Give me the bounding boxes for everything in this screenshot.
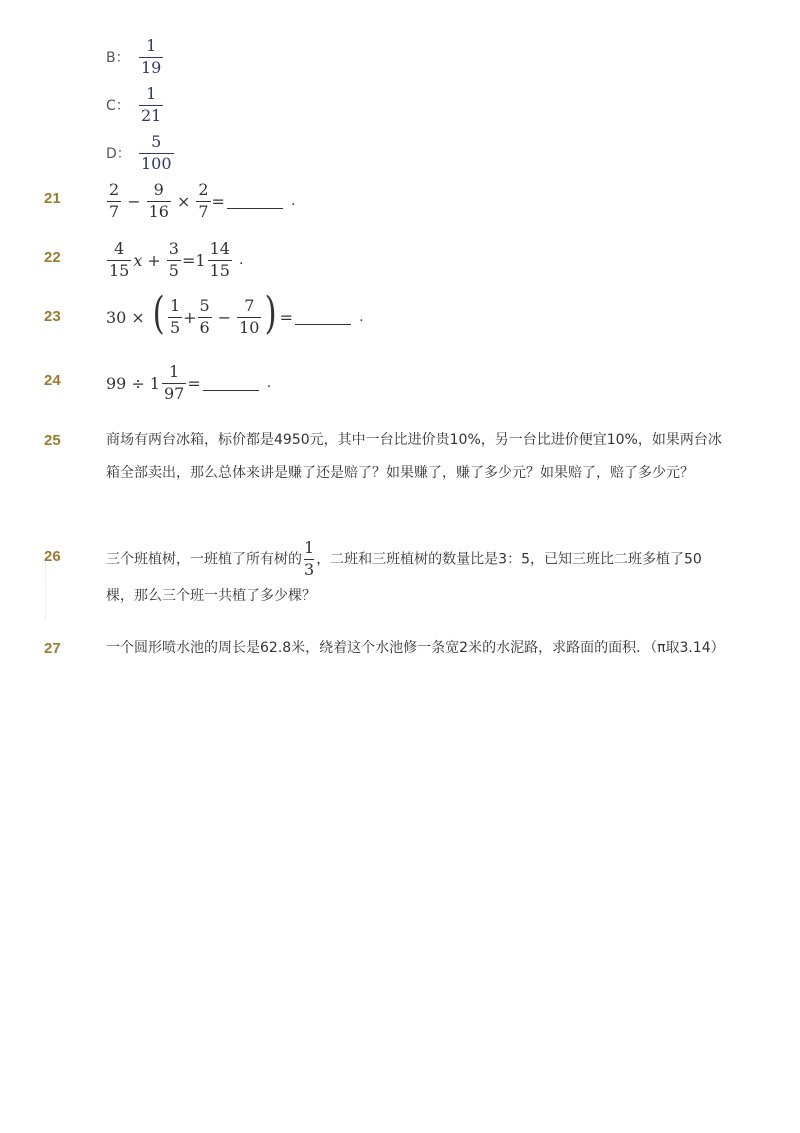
answer-blank[interactable] [203, 376, 259, 391]
minus-sign: − [127, 191, 141, 211]
option-label: B： [106, 50, 130, 67]
minus-sign: − [217, 307, 232, 327]
period: . [238, 251, 244, 269]
fraction: $\frac{7}{10}$ [239, 296, 260, 337]
question-24-expression [106, 364, 271, 403]
mixed-whole: 1 [149, 373, 160, 393]
answer-blank[interactable] [227, 194, 283, 209]
question-23-expression [106, 288, 364, 340]
question-number-23: 23 [44, 308, 61, 325]
option-label: D： [106, 146, 131, 163]
leading-number: 99 [106, 373, 127, 393]
option-d[interactable] [106, 134, 175, 173]
equals-sign: = [181, 250, 196, 270]
question-27-text: 一个圆形喷水池的周长是62.8米，绕着这个水池修一条宽2米的水泥路，求路面的面积．（π取3.14） [106, 640, 725, 656]
question-number-27: 27 [44, 640, 61, 657]
question-21-expression [106, 182, 295, 221]
fraction: $\frac{1}{5}$ [169, 296, 181, 337]
fraction: $\frac{1}{97}$ [163, 362, 185, 403]
plus-sign: + [183, 307, 197, 327]
option-fraction: $\frac{1}{19}$ [141, 36, 162, 77]
question-22-expression [106, 241, 243, 280]
divide-sign: ÷ [131, 373, 145, 393]
answer-blank[interactable] [295, 310, 351, 325]
fraction: $\frac{3}{5}$ [168, 239, 179, 280]
question-26-text [106, 540, 726, 613]
period: . [290, 192, 296, 210]
open-paren: ( [152, 288, 165, 340]
option-c[interactable] [106, 86, 164, 125]
question-number-21: 21 [44, 190, 61, 207]
question-number-26: 26 [44, 548, 61, 565]
option-fraction: $\frac{5}{100}$ [141, 132, 172, 173]
question-number-25: 25 [44, 432, 61, 449]
fraction: $\frac{1}{3}$ [304, 538, 315, 579]
leading-number: 30 [106, 307, 127, 327]
times-sign: × [176, 191, 191, 211]
text-segment: ，二班和三班植树的数量比是3：5，已知三班比二班多植了50棵，那么三个班一共植了多少棵？ [106, 551, 702, 604]
times-sign: × [131, 307, 145, 327]
fraction: $\frac{5}{6}$ [199, 296, 210, 337]
question-25-text: 商场有两台冰箱，标价都是4950元，其中一台比进价贵10%，另一台比进价便宜10%，如果两台冰箱全部卖出，那么总体来讲是赚了还是赔了？如果赚了，赚了多少元？如果赔了，赔了多少元？ [106, 432, 722, 481]
fraction: $\frac{2}{7}$ [109, 180, 120, 221]
close-paren: ) [265, 288, 278, 340]
variable-x: x [133, 250, 143, 270]
option-label: C： [106, 98, 130, 115]
mixed-whole: 1 [195, 250, 206, 270]
text-segment: 三个班植树，一班植了所有树的 [106, 551, 302, 568]
fraction: $\frac{2}{7}$ [198, 180, 209, 221]
fraction: $\frac{9}{16}$ [148, 180, 169, 221]
question-number-24: 24 [44, 372, 61, 389]
equals-sign: = [187, 373, 201, 393]
equals-sign: = [279, 307, 294, 327]
plus-sign: + [147, 250, 161, 270]
question-number-22: 22 [44, 249, 61, 266]
margin-rule [45, 560, 46, 620]
fraction: $\frac{14}{15}$ [209, 239, 230, 280]
equals-sign: = [211, 191, 225, 211]
period: . [359, 308, 364, 326]
option-fraction: $\frac{1}{21}$ [141, 84, 162, 125]
fraction: $\frac{4}{15}$ [109, 239, 130, 280]
period: . [266, 374, 272, 392]
option-b[interactable] [106, 38, 164, 77]
